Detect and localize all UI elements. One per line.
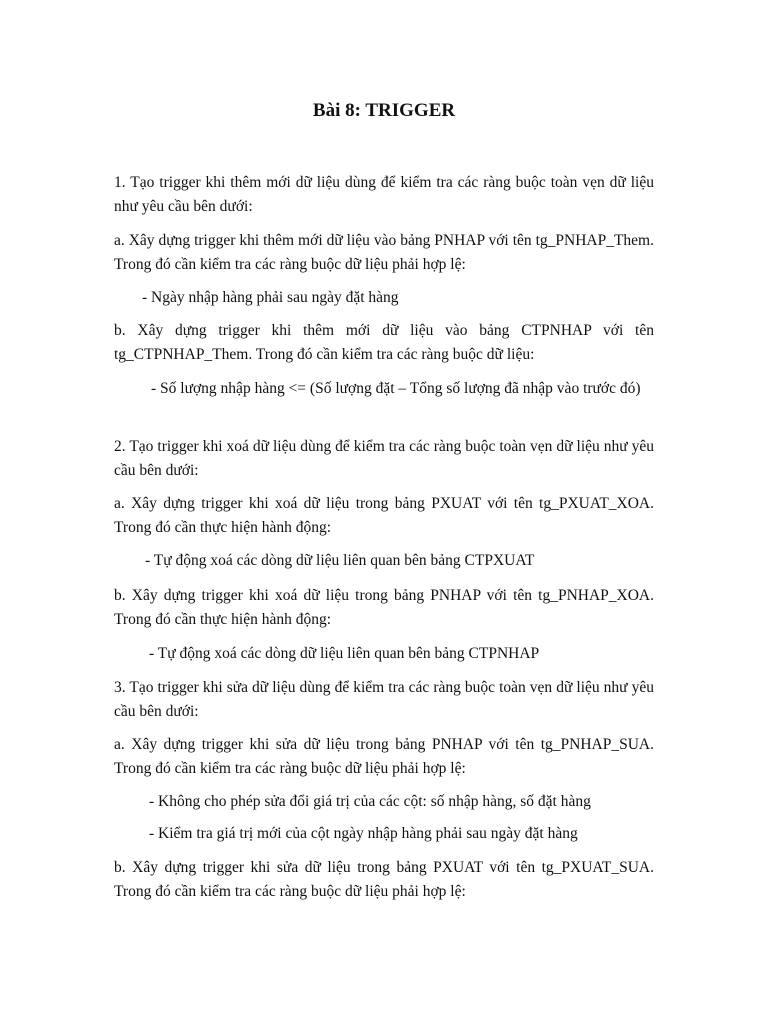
- paragraph-1: 1. Tạo trigger khi thêm mới dữ liệu dùng để kiểm tra các ràng buộc toàn vẹn dữ liệu như yêu cầu bên dưới:: [114, 174, 654, 215]
- paragraph-3b: b. Xây dựng trigger khi sửa dữ liệu trong bảng PXUAT với tên tg_PXUAT_SUA. Trong đó cần kiểm tra các ràng buộc dữ liệu phải hợp lệ:: [114, 859, 654, 900]
- paragraph-1b: b. Xây dựng trigger khi thêm mới dữ liệu vào bảng CTPNHAP với tên tg_CTPNHAP_Them. Trong đó cần kiểm tra các ràng buộc dữ liệu:: [114, 322, 654, 363]
- page-title: Bài 8: TRIGGER: [312, 100, 456, 121]
- paragraph-2b: b. Xây dựng trigger khi xoá dữ liệu trong bảng PNHAP với tên tg_PNHAP_XOA. Trong đó cần thực hiện hành động:: [114, 587, 654, 628]
- bullet-3a-2: - Kiểm tra giá trị mới của cột ngày nhập hàng phải sau ngày đặt hàng: [149, 825, 578, 842]
- bullet-1b: - Số lượng nhập hàng <= (Số lượng đặt – Tổng số lượng đã nhập vào trước đó): [151, 380, 641, 397]
- paragraph-2a: a. Xây dựng trigger khi xoá dữ liệu trong bảng PXUAT với tên tg_PXUAT_XOA. Trong đó cần thực hiện hành động:: [114, 495, 654, 536]
- bullet-2a: - Tự động xoá các dòng dữ liệu liên quan bên bảng CTPXUAT: [145, 552, 535, 569]
- paragraph-1a: a. Xây dựng trigger khi thêm mới dữ liệu vào bảng PNHAP với tên tg_PNHAP_Them. Trong đó cần kiểm tra các ràng buộc dữ liệu phải hợp lệ:: [114, 232, 654, 273]
- bullet-1a: - Ngày nhập hàng phải sau ngày đặt hàng: [142, 289, 399, 306]
- bullet-2b: - Tự động xoá các dòng dữ liệu liên quan bên bảng CTPNHAP: [149, 645, 540, 662]
- bullet-3a-1: - Không cho phép sửa đổi giá trị của các cột: số nhập hàng, số đặt hàng: [149, 793, 591, 810]
- paragraph-3a: a. Xây dựng trigger khi sửa dữ liệu trong bảng PNHAP với tên tg_PNHAP_SUA. Trong đó cần kiểm tra các ràng buộc dữ liệu phải hợp lệ:: [114, 736, 654, 777]
- paragraph-2: 2. Tạo trigger khi xoá dữ liệu dùng để kiểm tra các ràng buộc toàn vẹn dữ liệu như yêu cầu bên dưới:: [114, 438, 654, 479]
- paragraph-3: 3. Tạo trigger khi sửa dữ liệu dùng để kiểm tra các ràng buộc toàn vẹn dữ liệu như yêu cầu bên dưới:: [114, 679, 654, 720]
